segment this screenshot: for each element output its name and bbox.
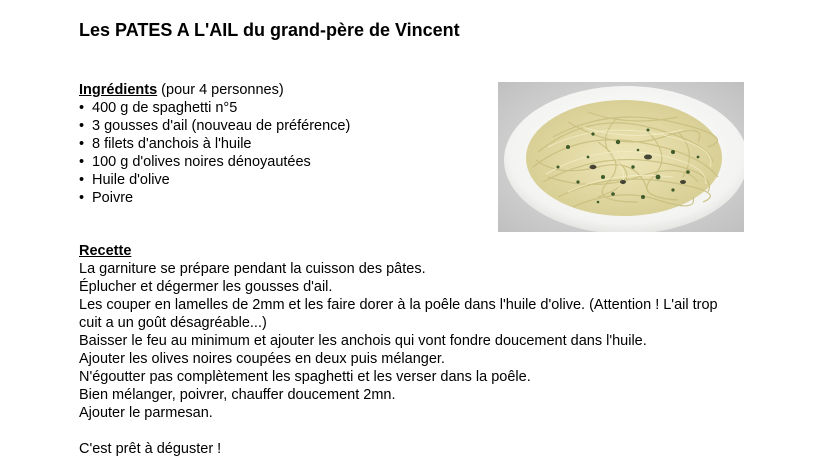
ingredient-item xyxy=(79,153,350,171)
ingredient-item xyxy=(79,99,350,117)
recipe-section xyxy=(79,242,719,458)
ingredients-header xyxy=(79,81,350,99)
bullet-icon: • xyxy=(79,118,85,134)
recipe-closing: C'est prêt à déguster ! xyxy=(79,441,222,457)
ingredient-item xyxy=(79,189,350,207)
recipe-step: N'égoutter pas complètement les spaghetti et les verser dans la poêle. xyxy=(79,369,531,385)
recipe-step: Ajouter le parmesan. xyxy=(79,405,213,421)
recipe-step: Baisser le feu au minimum et ajouter les anchois qui vont fondre doucement dans l'huile. xyxy=(79,333,647,349)
ingredients-section xyxy=(79,81,350,207)
bullet-icon: • xyxy=(79,100,85,116)
recipe-step: Éplucher et dégermer les gousses d'ail. xyxy=(79,279,333,295)
recipe-step: Bien mélanger, poivrer, chauffer doucement 2mn. xyxy=(79,387,396,403)
ingredient-text: 8 filets d'anchois à l'huile xyxy=(92,136,252,152)
ingredient-text: 100 g d'olives noires dénoyautées xyxy=(92,154,311,170)
ingredient-text: 400 g de spaghetti n°5 xyxy=(92,100,238,116)
ingredients-heading: Ingrédients xyxy=(79,82,158,98)
recipe-step: Ajouter les olives noires coupées en deux puis mélanger. xyxy=(79,351,445,367)
bullet-icon: • xyxy=(79,190,85,206)
recipe-heading: Recette xyxy=(79,243,132,259)
page-title: Les PATES A L'AIL du grand-père de Vincent xyxy=(79,20,460,40)
pasta-photo xyxy=(498,82,744,232)
recipe-step: La garniture se prépare pendant la cuisson des pâtes. xyxy=(79,261,426,277)
bullet-icon: • xyxy=(79,154,85,170)
ingredient-item xyxy=(79,135,350,153)
ingredient-item xyxy=(79,171,350,189)
bullet-icon: • xyxy=(79,136,85,152)
recipe-step: Les couper en lamelles de 2mm et les faire dorer à la poêle dans l'huile d'olive. (Attention ! L'ail trop cuit a un goût désagréable...) xyxy=(79,297,718,331)
ingredients-note: (pour 4 personnes) xyxy=(157,82,284,98)
bullet-icon: • xyxy=(79,172,85,188)
ingredient-text: Poivre xyxy=(92,190,134,206)
pasta-plate-image xyxy=(498,82,744,232)
ingredient-item xyxy=(79,117,350,135)
ingredient-text: 3 gousses d'ail (nouveau de préférence) xyxy=(92,118,351,134)
ingredient-text: Huile d'olive xyxy=(92,172,170,188)
ingredients-list xyxy=(79,99,350,207)
